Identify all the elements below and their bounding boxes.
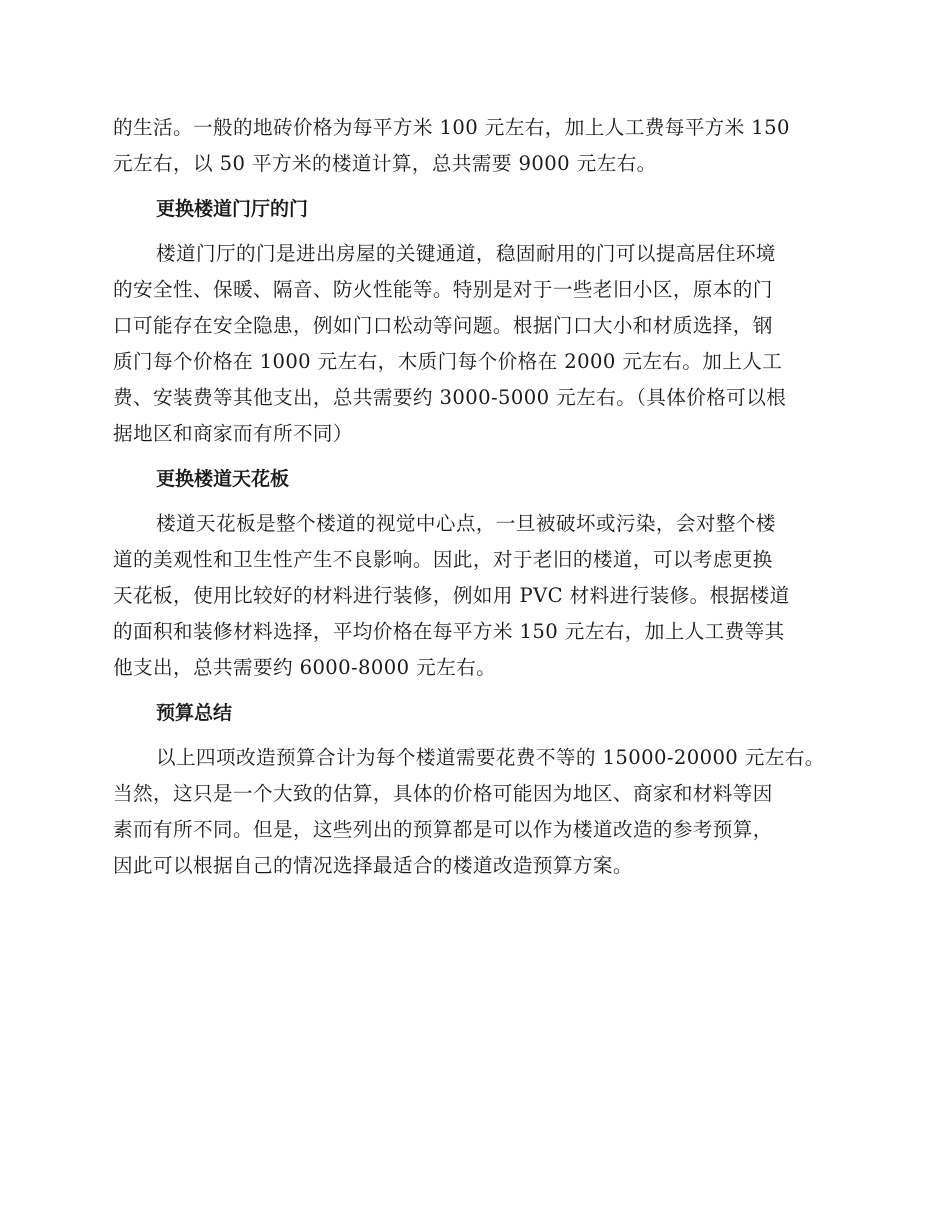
text-line: 口可能存在安全隐患，例如门口松动等问题。根据门口大小和材质选择，钢 [113, 314, 773, 337]
text-line: 的安全性、保暖、隔音、防火性能等。特别是对于一些老旧小区，原本的门 [113, 278, 773, 301]
paragraph-floor-tiles-continued [113, 110, 828, 182]
text-line: 据地区和商家而有所不同） [113, 422, 353, 445]
text-line: 楼道天花板是整个楼道的视觉中心点，一旦被破坏或污染，会对整个楼 [156, 512, 776, 535]
text-line: 道的美观性和卫生性产生不良影响。因此，对于老旧的楼道，可以考虑更换 [113, 548, 773, 571]
text-line: 楼道门厅的门是进出房屋的关键通道，稳固耐用的门可以提高居住环境 [156, 242, 776, 265]
text-line: 的生活。一般的地砖价格为每平方米 100 元左右，加上人工费每平方米 150 [113, 116, 790, 139]
text-line: 费、安装费等其他支出，总共需要约 3000-5000 元左右。（具体价格可以根 [113, 386, 787, 409]
section-heading-summary: 预算总结 [156, 702, 233, 724]
section-heading-door: 更换楼道门厅的门 [156, 198, 309, 220]
paragraph-ceiling [113, 506, 828, 686]
text-line: 质门每个价格在 1000 元左右，木质门每个价格在 2000 元左右。加上人工 [113, 350, 783, 373]
text-line: 元左右，以 50 平方米的楼道计算，总共需要 9000 元左右。 [113, 152, 657, 175]
document-body [113, 110, 828, 884]
text-line: 天花板，使用比较好的材料进行装修，例如用 PVC 材料进行装修。根据楼道 [113, 584, 790, 607]
text-line: 当然，这只是一个大致的估算，具体的价格可能因为地区、商家和材料等因 [113, 782, 773, 805]
text-line: 他支出，总共需要约 6000-8000 元左右。 [113, 656, 497, 679]
text-line: 因此可以根据自己的情况选择最适合的楼道改造预算方案。 [113, 854, 633, 877]
paragraph-door [113, 236, 828, 452]
text-line: 的面积和装修材料选择，平均价格在每平方米 150 元左右，加上人工费等其 [113, 620, 785, 643]
text-line: 素而有所不同。但是，这些列出的预算都是可以作为楼道改造的参考预算， [113, 818, 773, 841]
paragraph-summary [113, 740, 828, 884]
text-line: 以上四项改造预算合计为每个楼道需要花费不等的 15000-20000 元左右。 [156, 746, 825, 769]
section-heading-ceiling: 更换楼道天花板 [156, 468, 290, 490]
